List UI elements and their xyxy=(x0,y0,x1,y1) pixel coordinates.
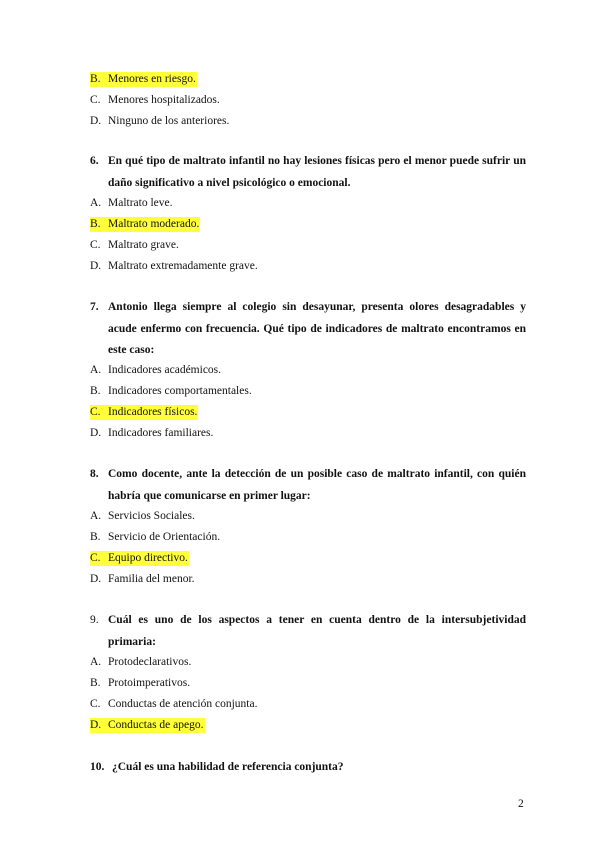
option-9d: D. Conductas de apego. xyxy=(90,719,204,731)
option-8c: C. Equipo directivo. xyxy=(90,552,188,564)
option-7c: C. Indicadores físicos. xyxy=(90,406,198,418)
question-number: 6. xyxy=(90,155,99,167)
question-10 xyxy=(90,757,526,779)
option-7a: A. Indicadores académicos. xyxy=(90,364,222,376)
question-6 xyxy=(90,151,526,194)
question-text: Antonio llega siempre al colegio sin desayunar, presenta olores desagradables y acude enfermo con frecuencia. Qué tipo de indicadores de maltrato encontramos en este caso: xyxy=(108,301,526,356)
option-8a: A. Servicios Sociales. xyxy=(90,510,195,522)
option-8d: D. Familia del menor. xyxy=(90,573,195,585)
option-6c: C. Maltrato grave. xyxy=(90,239,179,251)
option-prev-d: D. Ninguno de los anteriores. xyxy=(90,115,230,127)
option-9c: C. Conductas de atención conjunta. xyxy=(90,698,258,710)
question-number: 7. xyxy=(90,301,99,313)
option-6a: A. Maltrato leve. xyxy=(90,197,173,209)
question-text: Como docente, ante la detección de un posible caso de maltrato infantil, con quién habría que comunicarse en primer lugar: xyxy=(108,468,526,502)
question-8 xyxy=(90,464,526,507)
option-9b: B. Protoimperativos. xyxy=(90,677,191,689)
question-text: En qué tipo de maltrato infantil no hay lesiones físicas pero el menor puede sufrir un daño significativo a nivel psicológico o emocional. xyxy=(108,155,526,189)
question-7 xyxy=(90,297,526,362)
option-7d: D. Indicadores familiares. xyxy=(90,427,214,439)
question-text: ¿Cuál es una habilidad de referencia conjunta? xyxy=(112,761,344,773)
question-number: 8. xyxy=(90,468,99,480)
option-7b: B. Indicadores comportamentales. xyxy=(90,385,252,397)
option-9a: A. Protodeclarativos. xyxy=(90,656,192,668)
question-number: 10. xyxy=(90,761,105,773)
option-prev-b: B. Menores en riesgo. xyxy=(90,73,196,85)
question-9 xyxy=(90,610,526,653)
question-text: Cuál es uno de los aspectos a tener en cuenta dentro de la intersubjetividad primaria: xyxy=(108,614,526,648)
page-number: 2 xyxy=(518,798,524,810)
option-6b: B. Maltrato moderado. xyxy=(90,218,200,230)
option-6d: D. Maltrato extremadamente grave. xyxy=(90,260,258,272)
option-prev-c: C. Menores hospitalizados. xyxy=(90,94,220,106)
option-8b: B. Servicio de Orientación. xyxy=(90,531,221,543)
question-number: 9. xyxy=(90,614,99,626)
